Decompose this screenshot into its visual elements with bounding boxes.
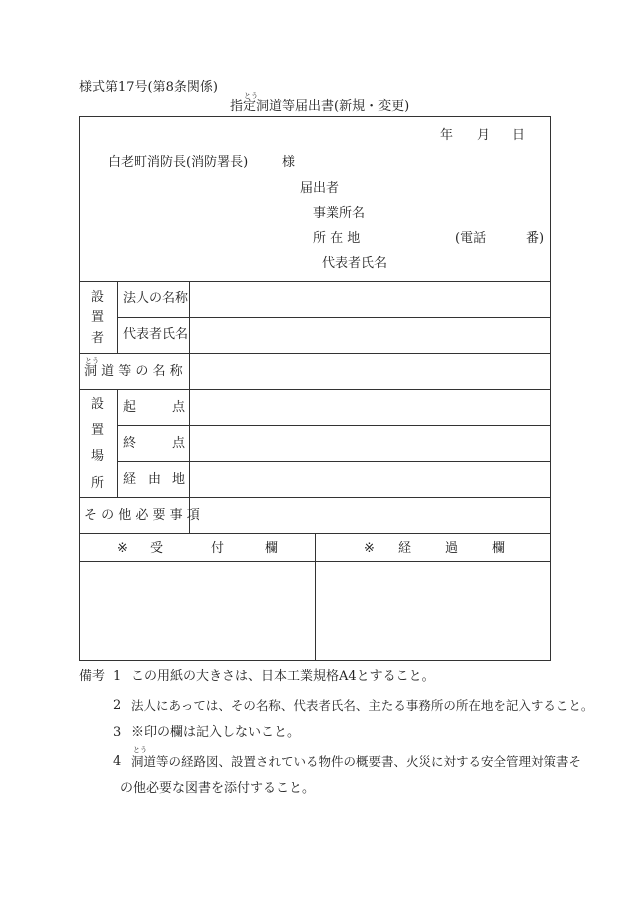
table-rule bbox=[79, 497, 551, 498]
start-point-label: 点 bbox=[172, 400, 186, 415]
location-char: 所 bbox=[91, 476, 105, 491]
note-number: 4 bbox=[113, 754, 122, 769]
reception-label: ※ bbox=[117, 541, 128, 556]
table-rule bbox=[117, 389, 118, 497]
addressee: 白老町消防長(消防署長) bbox=[108, 155, 249, 170]
note-text: 法人にあっては、その名称、代表者氏名、主たる事務所の所在地を記入すること。 bbox=[131, 698, 594, 713]
phone-suffix: 番) bbox=[526, 231, 545, 246]
notes-label: 備考 bbox=[79, 669, 106, 684]
note-text: この用紙の大きさは、日本工業規格A4とすること。 bbox=[131, 669, 435, 684]
form-number: 様式第17号(第8条関係) bbox=[79, 80, 218, 95]
cave-name-part: 道 等 の 名 称 bbox=[101, 364, 183, 379]
table-rule bbox=[117, 461, 551, 462]
table-rule bbox=[315, 533, 316, 661]
page-title bbox=[230, 99, 409, 115]
table-rule bbox=[79, 389, 551, 390]
progress-label: 経 bbox=[398, 541, 412, 556]
location-char: 設 bbox=[91, 397, 105, 412]
address-label: 所 在 地 bbox=[313, 231, 361, 246]
start-point-label: 起 bbox=[123, 400, 137, 415]
title-ruby: とう bbox=[244, 92, 258, 100]
rep-name-label: 代表者氏名 bbox=[123, 327, 189, 342]
honorific: 様 bbox=[282, 155, 296, 170]
office-name-label: 事業所名 bbox=[313, 206, 366, 221]
progress-label: 過 bbox=[445, 541, 459, 556]
cave-name-label bbox=[84, 364, 183, 380]
table-rule bbox=[189, 281, 190, 533]
via-point-label: 地 bbox=[172, 472, 186, 487]
installer-char: 者 bbox=[91, 331, 105, 346]
note-text: ※印の欄は記入しないこと。 bbox=[131, 725, 301, 740]
via-point-label: 経 bbox=[123, 472, 137, 487]
representative-label: 代表者氏名 bbox=[322, 256, 388, 271]
other-label: そ の 他 必 要 事 項 bbox=[84, 508, 200, 523]
table-rule bbox=[117, 425, 551, 426]
note-text bbox=[131, 754, 581, 770]
date-year: 年 bbox=[440, 128, 454, 143]
reception-label: 付 bbox=[211, 541, 225, 556]
phone-label: (電話 bbox=[455, 231, 487, 246]
note-number: 1 bbox=[113, 669, 122, 684]
end-point-label: 点 bbox=[172, 436, 186, 451]
note-number: 3 bbox=[113, 725, 122, 740]
note-text-continued: の他必要な図書を添付すること。 bbox=[120, 781, 316, 796]
location-char: 置 bbox=[91, 423, 105, 438]
reception-label: 欄 bbox=[265, 541, 279, 556]
corp-name-label: 法人の名称 bbox=[123, 291, 189, 306]
date-day: 日 bbox=[512, 128, 526, 143]
note-number: 2 bbox=[113, 698, 122, 713]
date-month: 月 bbox=[477, 128, 491, 143]
title-part: 指定 bbox=[230, 99, 257, 114]
table-rule bbox=[79, 353, 551, 354]
table-border bbox=[79, 116, 551, 117]
via-point-label: 由 bbox=[148, 472, 162, 487]
cave-name-part: 洞 bbox=[84, 364, 98, 379]
progress-label: ※ bbox=[364, 541, 375, 556]
location-char: 場 bbox=[91, 449, 105, 464]
table-rule bbox=[117, 317, 551, 318]
note-text-part: 洞 bbox=[131, 754, 144, 769]
note-text-part: 道等の経路図、設置されている物件の概要書、火災に対する安全管理対策書そ bbox=[143, 754, 582, 769]
title-part: 道等届出書(新規・変更) bbox=[269, 99, 410, 114]
installer-char: 置 bbox=[91, 310, 105, 325]
table-rule bbox=[117, 281, 118, 353]
table-rule bbox=[79, 281, 551, 282]
notifier-label: 届出者 bbox=[300, 181, 340, 196]
reception-label: 受 bbox=[150, 541, 164, 556]
progress-label: 欄 bbox=[492, 541, 506, 556]
cave-name-ruby: とう bbox=[85, 357, 99, 365]
installer-char: 設 bbox=[91, 290, 105, 305]
title-part: 洞 bbox=[256, 99, 270, 114]
note-ruby: とう bbox=[133, 746, 147, 754]
end-point-label: 終 bbox=[123, 436, 137, 451]
